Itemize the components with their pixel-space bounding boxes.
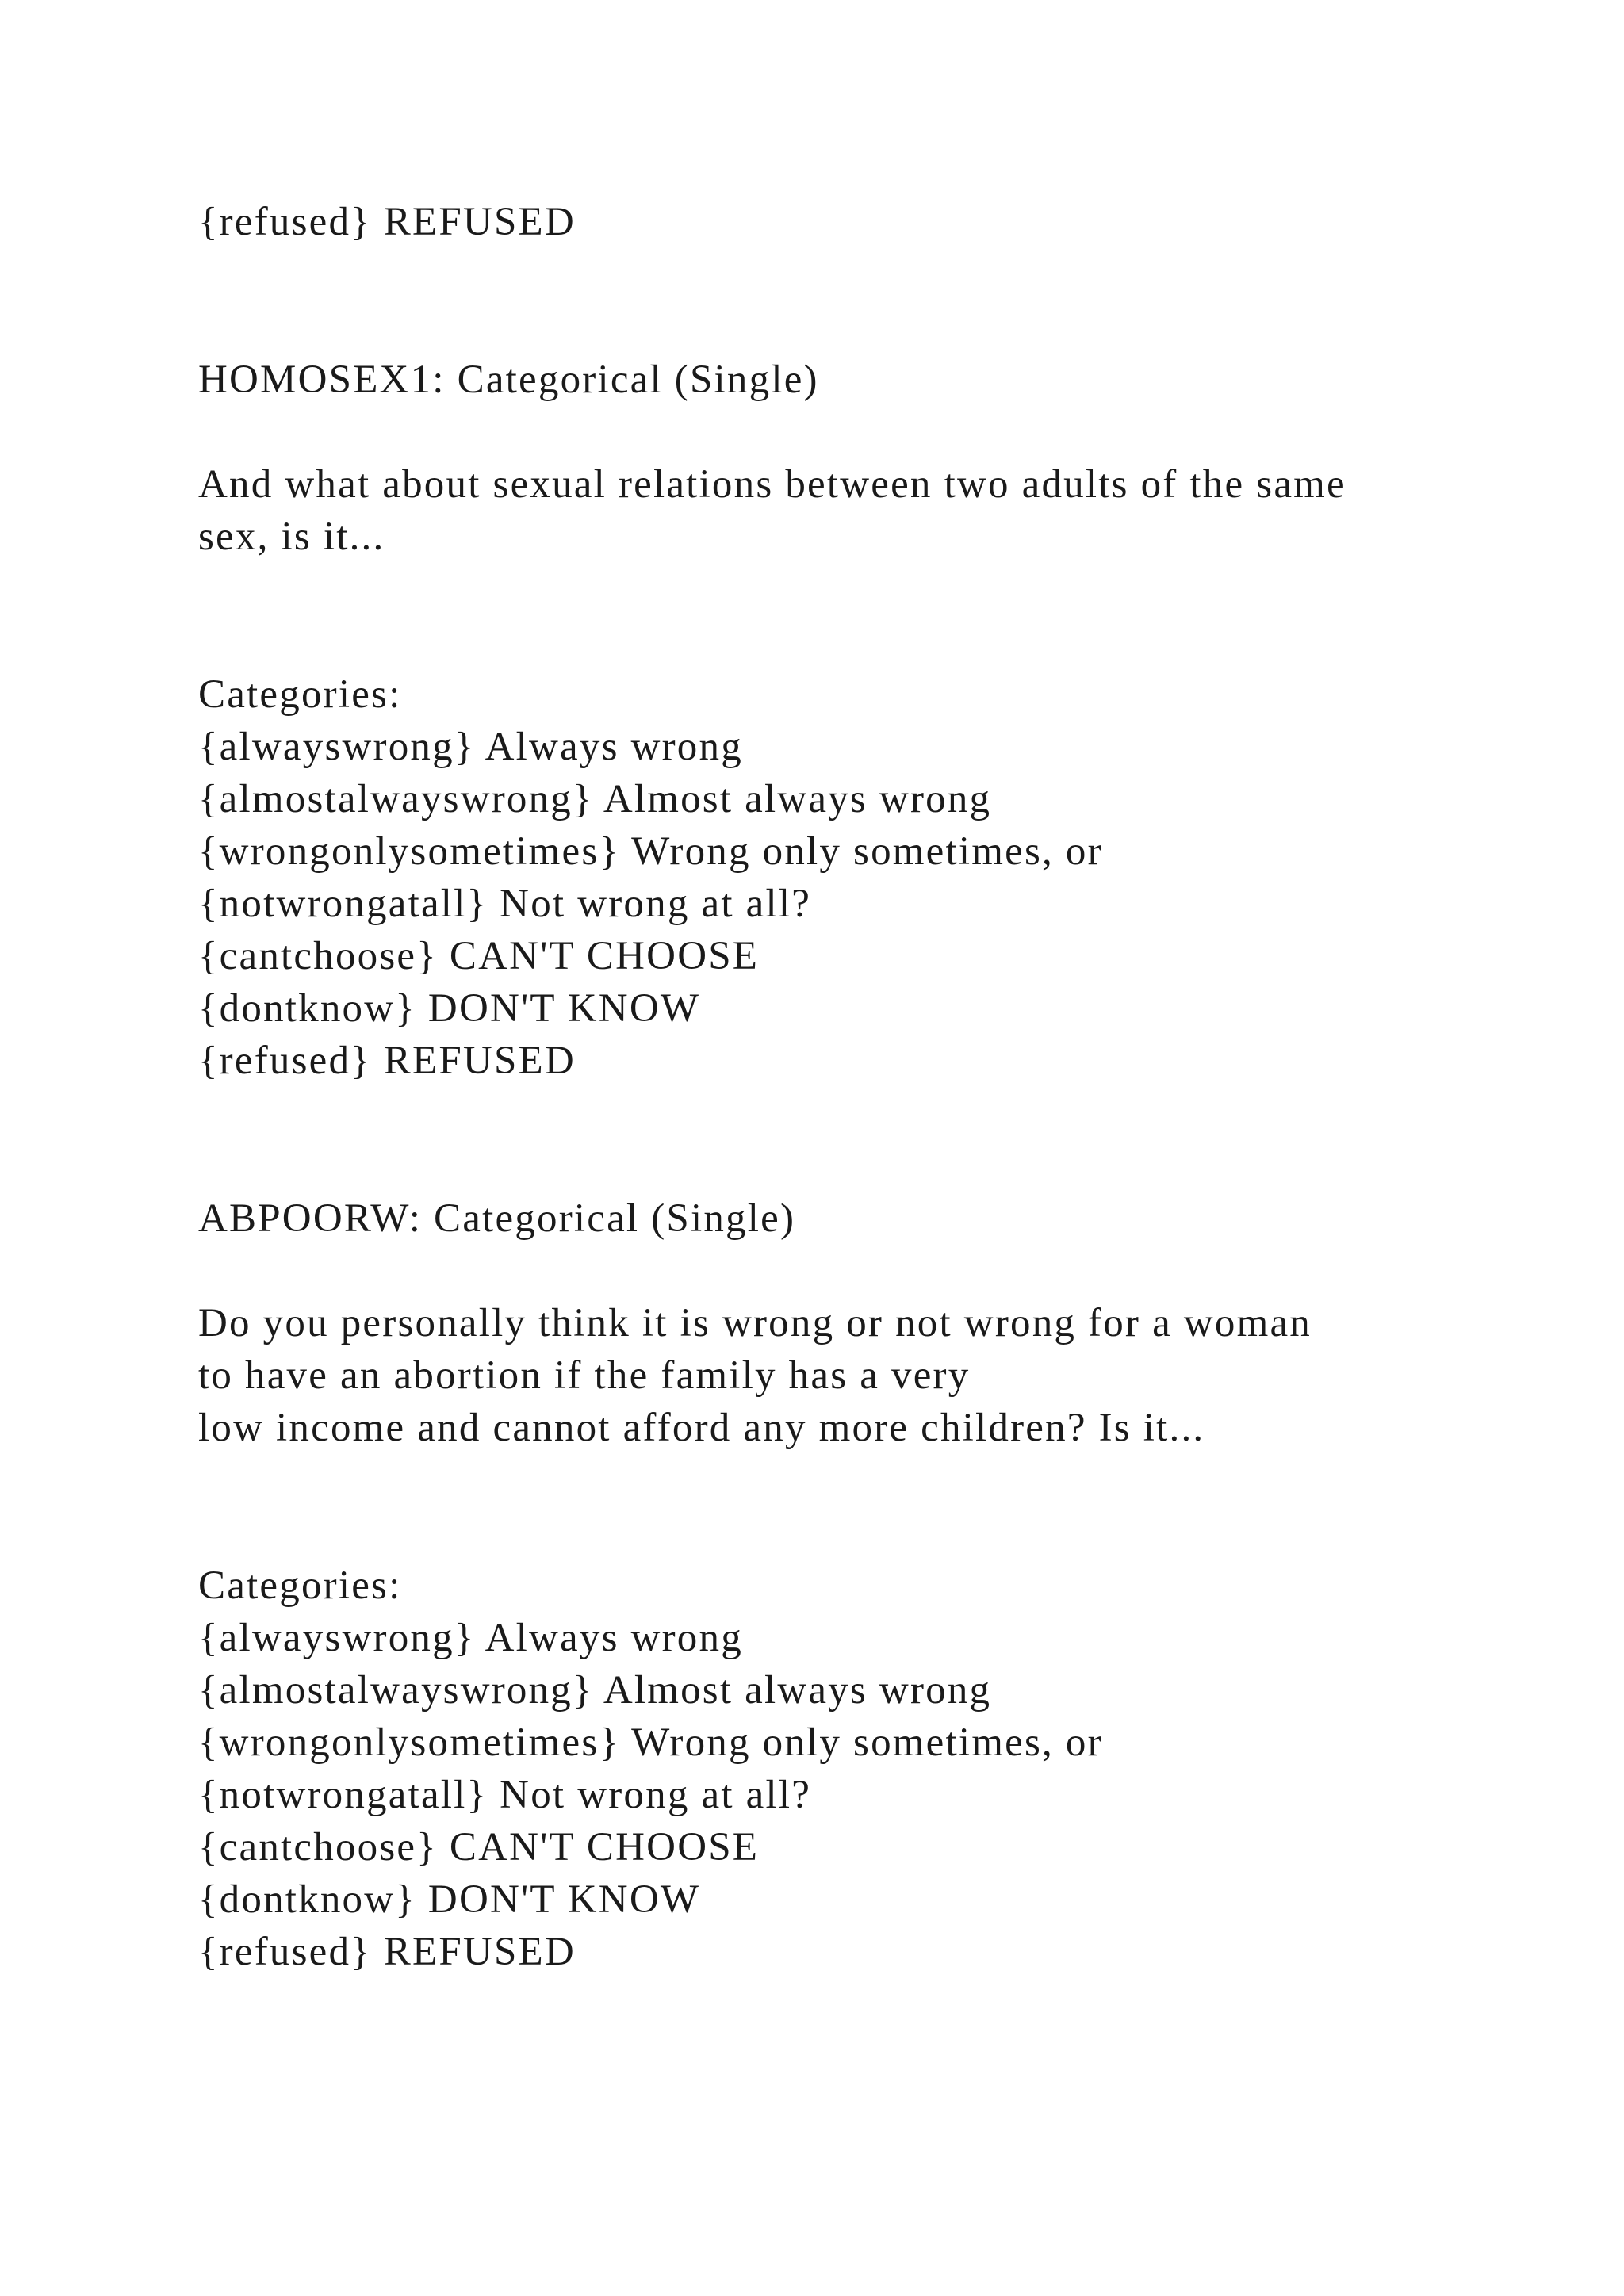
category-item: {notwrongatall} Not wrong at all? [198, 1773, 812, 1817]
question-prompt-line: low income and cannot afford any more children? Is it... [198, 1406, 1205, 1450]
category-item: {wrongonlysometimes} Wrong only sometimes, or [198, 1720, 1103, 1765]
question-header: HOMOSEX1: Categorical (Single) [198, 358, 819, 402]
top-fragment-line: {refused} REFUSED [198, 200, 576, 244]
category-item: {cantchoose} CAN'T CHOOSE [198, 934, 760, 978]
question-prompt-line: sex, is it... [198, 515, 385, 559]
category-item: {refused} REFUSED [198, 1039, 576, 1083]
category-item: {alwayswrong} Always wrong [198, 725, 743, 769]
category-item: {almostalwayswrong} Almost always wrong [198, 1668, 992, 1712]
category-item: {alwayswrong} Always wrong [198, 1616, 743, 1660]
category-item: {almostalwayswrong} Almost always wrong [198, 777, 992, 821]
category-item: {refused} REFUSED [198, 1930, 576, 1974]
question-prompt-line: Do you personally think it is wrong or not wrong for a woman [198, 1301, 1312, 1345]
question-prompt-line: And what about sexual relations between two adults of the same [198, 462, 1346, 507]
category-item: {dontknow} DON'T KNOW [198, 986, 701, 1031]
category-item: {notwrongatall} Not wrong at all? [198, 882, 812, 926]
question-prompt-line: to have an abortion if the family has a very [198, 1353, 971, 1398]
categories-label: Categories: [198, 672, 402, 717]
category-item: {dontknow} DON'T KNOW [198, 1877, 701, 1922]
question-header: ABPOORW: Categorical (Single) [198, 1196, 796, 1241]
category-item: {wrongonlysometimes} Wrong only sometimes, or [198, 829, 1103, 874]
categories-label: Categories: [198, 1563, 402, 1608]
category-item: {cantchoose} CAN'T CHOOSE [198, 1825, 760, 1869]
